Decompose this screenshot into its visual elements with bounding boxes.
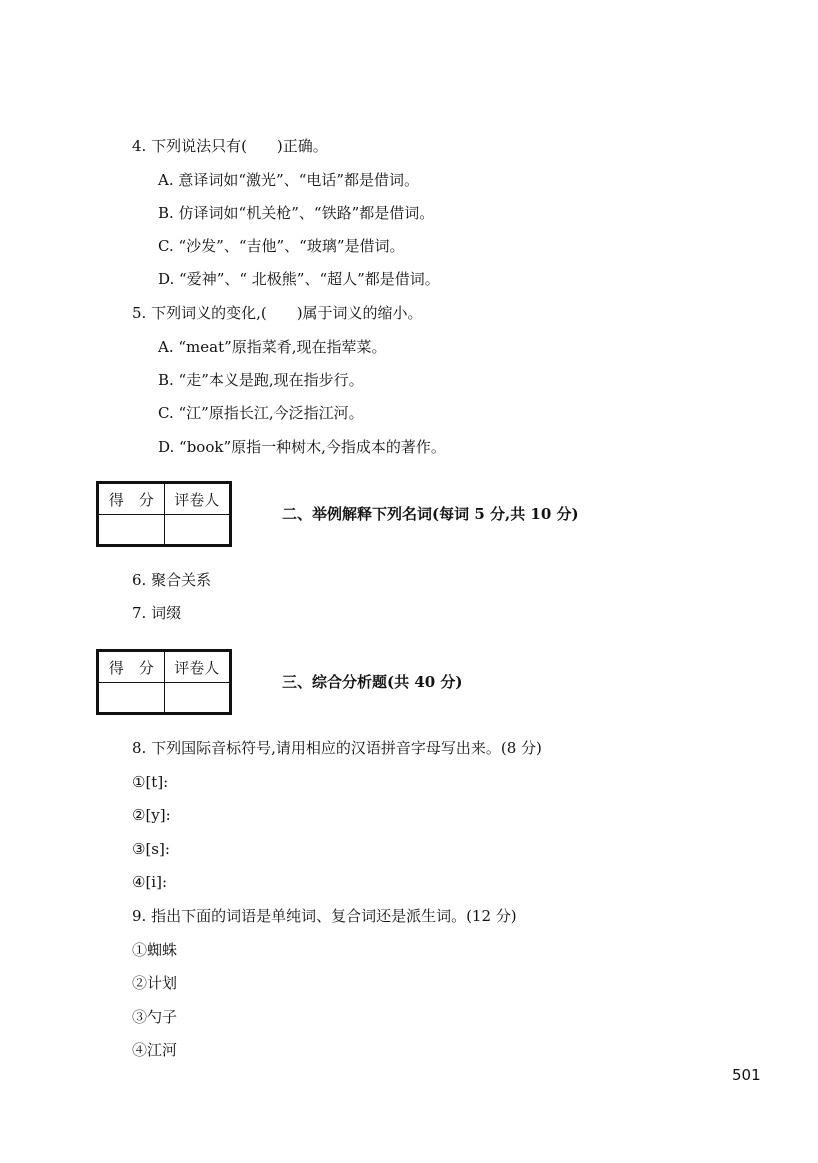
- question-9-item-4: ④江河: [132, 1041, 178, 1059]
- question-4-option-b: B. 仿译词如“机关枪”、“铁路”都是借词。: [158, 204, 435, 222]
- question-8-item-2: ②[y]:: [132, 806, 171, 824]
- section-2-title: 二、举例解释下列名词(每词 5 分,共 10 分): [282, 505, 579, 523]
- question-4-stem: 4. 下列说法只有( )正确。: [132, 137, 328, 155]
- page-number: 501: [732, 1066, 761, 1084]
- question-5-option-c: C. “江”原指长江,今泛指江河。: [158, 404, 364, 422]
- question-8-item-3: ③[s]:: [132, 840, 170, 858]
- grader-cell: [164, 683, 230, 713]
- grader-header: 评卷人: [164, 484, 230, 515]
- grader-cell: [164, 515, 230, 545]
- question-9-item-2: ②计划: [132, 974, 178, 992]
- question-9-item-1: ①蜘蛛: [132, 941, 178, 959]
- question-4-option-a: A. 意译词如“激光”、“电话”都是借词。: [158, 171, 420, 189]
- grader-header: 评卷人: [164, 652, 230, 683]
- question-9-stem: 9. 指出下面的词语是单纯词、复合词还是派生词。(12 分): [132, 907, 517, 925]
- question-9-item-3: ③勺子: [132, 1008, 178, 1026]
- score-box-section-3: [96, 649, 232, 715]
- score-cell: [99, 683, 165, 713]
- question-8-item-1: ①[t]:: [132, 773, 169, 791]
- question-5-stem: 5. 下列词义的变化,( )属于词义的缩小。: [132, 304, 423, 322]
- question-4-option-d: D. “爱神”、“ 北极熊”、“超人”都是借词。: [158, 270, 440, 288]
- question-5-option-b: B. “走”本义是跑,现在指步行。: [158, 371, 364, 389]
- question-5-option-a: A. “meat”原指菜肴,现在指荤菜。: [158, 338, 387, 356]
- question-8-stem: 8. 下列国际音标符号,请用相应的汉语拼音字母写出来。(8 分): [132, 739, 542, 757]
- score-header: 得 分: [99, 652, 165, 683]
- question-7: 7. 词缀: [132, 604, 182, 622]
- question-5-option-d: D. “book”原指一种树木,今指成本的著作。: [158, 438, 446, 456]
- score-box-section-2: [96, 481, 232, 547]
- section-3-title: 三、综合分析题(共 40 分): [282, 673, 463, 691]
- score-header: 得 分: [99, 484, 165, 515]
- question-6: 6. 聚合关系: [132, 571, 212, 589]
- question-4-option-c: C. “沙发”、“吉他”、“玻璃”是借词。: [158, 237, 405, 255]
- score-cell: [99, 515, 165, 545]
- question-8-item-4: ④[i]:: [132, 873, 168, 891]
